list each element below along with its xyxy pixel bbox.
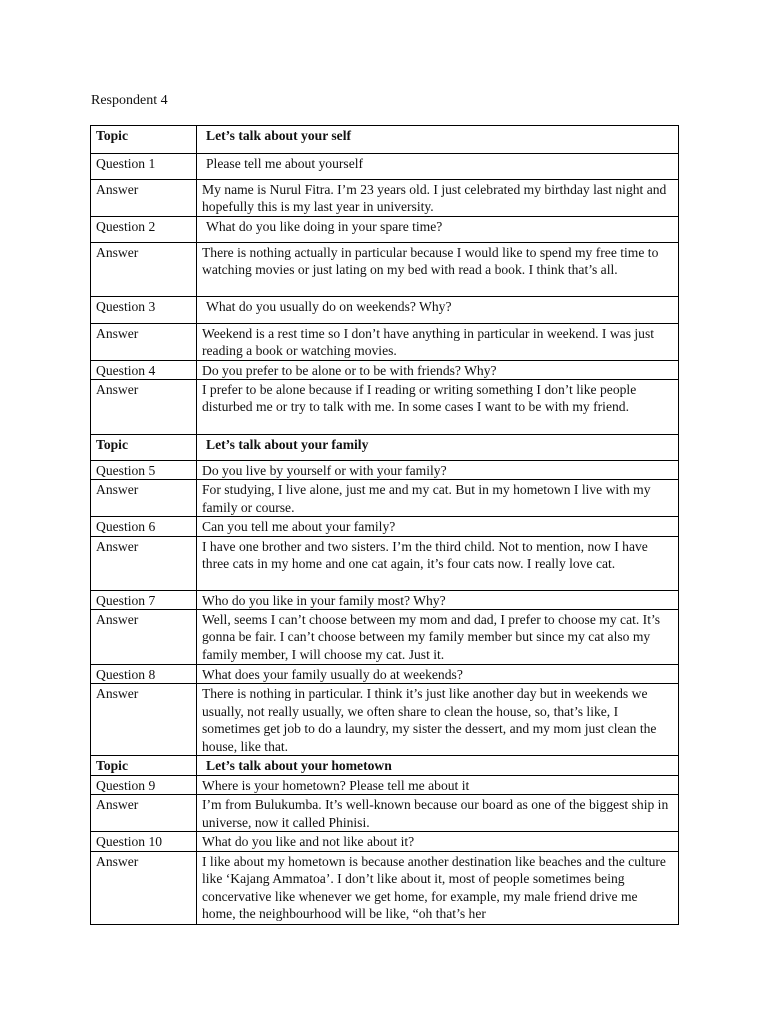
row-label: Answer (91, 684, 197, 756)
table-row (91, 775, 679, 794)
table-row (91, 296, 679, 323)
table-row (91, 360, 679, 379)
row-text: What do you usually do on weekends? Why? (197, 296, 679, 323)
row-label: Question 7 (91, 590, 197, 609)
table-row (91, 684, 679, 756)
table-row (91, 590, 679, 609)
table-row (91, 242, 679, 296)
row-text: For studying, I live alone, just me and my cat. But in my hometown I live with my family or course. (197, 480, 679, 517)
table-row (91, 665, 679, 684)
row-label: Topic (91, 126, 197, 154)
table-row (91, 461, 679, 480)
row-text: Let’s talk about your family (197, 435, 679, 461)
row-label: Question 5 (91, 461, 197, 480)
row-label: Answer (91, 851, 197, 924)
row-label: Answer (91, 323, 197, 360)
row-text: Do you prefer to be alone or to be with friends? Why? (197, 360, 679, 379)
table-row (91, 435, 679, 461)
row-text: Who do you like in your family most? Why? (197, 590, 679, 609)
row-label: Question 9 (91, 775, 197, 794)
table-row (91, 610, 679, 665)
row-label: Answer (91, 180, 197, 217)
row-text: Do you live by yourself or with your family? (197, 461, 679, 480)
table-row (91, 380, 679, 435)
row-text: There is nothing actually in particular because I would like to spend my free time to watching movies or just lating on my bed with read a book. I think that’s all. (197, 242, 679, 296)
row-label: Answer (91, 536, 197, 590)
row-label: Question 10 (91, 832, 197, 851)
row-text: I have one brother and two sisters. I’m the third child. Not to mention, now I have three cats in my home and one cat again, it’s four cats now. I really love cat. (197, 536, 679, 590)
row-label: Answer (91, 795, 197, 832)
row-label: Topic (91, 756, 197, 775)
row-text: Well, seems I can’t choose between my mom and dad, I prefer to choose my cat. It’s gonna be fair. I can’t choose between my family member but since my cat also my family member, I will choose my cat. Just it. (197, 610, 679, 665)
respondent-heading: Respondent 4 (91, 93, 168, 108)
row-label: Question 2 (91, 216, 197, 242)
row-label: Question 6 (91, 517, 197, 536)
table-row (91, 832, 679, 851)
row-text: What do you like and not like about it? (197, 832, 679, 851)
table-row (91, 756, 679, 775)
row-label: Answer (91, 242, 197, 296)
row-label: Question 4 (91, 360, 197, 379)
row-text: Weekend is a rest time so I don’t have anything in particular in weekend. I was just reading a book or watching movies. (197, 323, 679, 360)
table-row (91, 323, 679, 360)
row-text: Can you tell me about your family? (197, 517, 679, 536)
row-text: I prefer to be alone because if I reading or writing something I don’t like people disturbed me or try to talk with me. In some cases I want to be with my friend. (197, 380, 679, 435)
table-row (91, 851, 679, 924)
row-label: Question 1 (91, 154, 197, 180)
table-row (91, 795, 679, 832)
row-text: Let’s talk about your self (197, 126, 679, 154)
table-row (91, 180, 679, 217)
row-text: I’m from Bulukumba. It’s well-known because our board as one of the biggest ship in universe, now it called Phinisi. (197, 795, 679, 832)
row-text: Where is your hometown? Please tell me about it (197, 775, 679, 794)
row-text (197, 851, 679, 924)
table-row (91, 517, 679, 536)
row-text: Let’s talk about your hometown (197, 756, 679, 775)
table-row (91, 154, 679, 180)
row-text: My name is Nurul Fitra. I’m 23 years old. I just celebrated my birthday last night and hopefully this is my last year in university. (197, 180, 679, 217)
table-row (91, 126, 679, 154)
row-label: Question 8 (91, 665, 197, 684)
row-label: Answer (91, 610, 197, 665)
row-label: Answer (91, 480, 197, 517)
row-text: Please tell me about yourself (197, 154, 679, 180)
table-row (91, 480, 679, 517)
row-text: What do you like doing in your spare time? (197, 216, 679, 242)
table-row (91, 536, 679, 590)
row-label: Question 3 (91, 296, 197, 323)
row-text: There is nothing in particular. I think it’s just like another day but in weekends we usually, not really usually, we often share to clean the house, so, that’s like, I sometimes get job to do a laundry, my sister the dessert, and my mom just clean the house, like that. (197, 684, 679, 756)
interview-table (90, 125, 679, 925)
row-text-clipped: I like about my hometown is because another destination like beaches and the culture like ‘Kajang Ammatoa’. I don’t like about it, most of people sometimes being concervative like whenever we get home, for example, my male friend drive me home, the neighbourhood will be like, “oh that’s her (202, 853, 666, 921)
row-text: What does your family usually do at weekends? (197, 665, 679, 684)
row-label: Answer (91, 380, 197, 435)
row-label: Topic (91, 435, 197, 461)
table-row (91, 216, 679, 242)
